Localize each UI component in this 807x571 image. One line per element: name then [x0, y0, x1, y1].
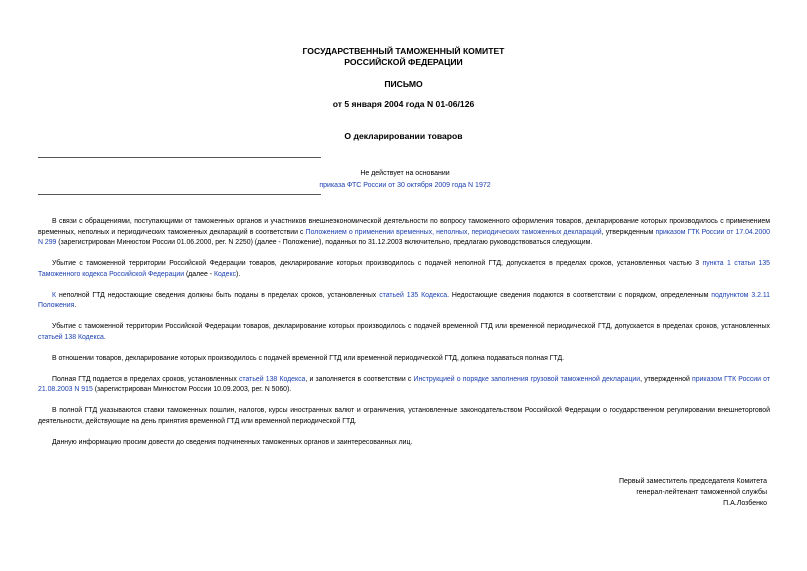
- document-type: ПИСЬМО: [384, 79, 423, 89]
- subpoint-3-2-11-link[interactable]: подпунктом 3.2.11 Положения: [38, 291, 770, 309]
- document-date-number: от 5 января 2004 года N 01-06/126: [332, 99, 475, 109]
- text: ).: [236, 270, 241, 278]
- divider-top: [38, 157, 321, 158]
- signatory-name: П.А.Лозбенко: [723, 500, 767, 507]
- article-138-link[interactable]: статьей 138 Кодекса: [38, 333, 104, 341]
- signatory-rank: генерал-лейтенант таможенной службы: [636, 489, 767, 496]
- divider-bottom: [38, 194, 321, 195]
- declaration-instruction-link[interactable]: Инструкцией о порядке заполнения грузовой таможенной декларации: [413, 375, 641, 383]
- paragraph-6: [38, 375, 770, 396]
- paragraph-1: [38, 217, 770, 249]
- article-138-link[interactable]: статьей 138 Кодекса: [238, 375, 306, 383]
- paragraph-8: [38, 438, 770, 449]
- text: .: [103, 333, 106, 341]
- text: (зарегистрирован Минюстом России 01.06.2000, рег. N 2250) (далее - Положение), поданных по 31.12.2003 включительно, предлагаю руководствоваться следующим.: [56, 239, 593, 246]
- paragraph-5: [38, 354, 770, 365]
- text: (далее -: [184, 270, 214, 278]
- authority-line-1: ГОСУДАРСТВЕННЫЙ ТАМОЖЕННЫЙ КОМИТЕТ: [302, 46, 505, 56]
- issuing-authority: [0, 46, 807, 68]
- text: В отношении товаров, декларирование которых производилось с подачей временной ГТД или временной периодической ГТД, должна подаваться полная ГТД.: [52, 354, 565, 362]
- letter-body: [38, 217, 770, 459]
- text: (зарегистрирован Минюстом России 10.09.2003, рег. N 5060).: [92, 386, 292, 393]
- text: .: [74, 302, 77, 309]
- text: В связи с обращениями, поступающими от таможенных органов и участников внешнеэкономической деятельности по вопросу таможенного оформления товаров, декларирование которых производилось с применением временных, неполных и периодических таможенных деклараций в соответствии с: [38, 218, 770, 236]
- customs-code-article-135-link[interactable]: пункта 1 статьи 135 Таможенного кодекса Российской Федерации: [38, 260, 770, 278]
- text: Полная ГТД подается в пределах сроков, установленных: [52, 375, 239, 383]
- order-915-link[interactable]: приказом ГТК России от 21.08.2003 N 915: [38, 375, 771, 393]
- status-notice-link-line: [200, 180, 610, 192]
- code-link[interactable]: Кодекс: [213, 270, 237, 278]
- order-299-link[interactable]: приказом ГТК России от 17.04.2000 N 299: [38, 228, 770, 246]
- text: . Недостающие сведения подаются в соответствии с порядком, определенным: [447, 291, 712, 299]
- text: В полной ГТД указываются ставки таможенных пошлин, налогов, курсы иностранных валют и ограничения, установленные законодательством Российской Федерации о государственном регулировании внешнеторговой деятельности, действующие на день принятия временной ГТД или временной периодической ГТД.: [38, 407, 770, 425]
- k-link[interactable]: К: [52, 291, 57, 299]
- status-notice: Не действует на основании: [360, 170, 450, 177]
- text: неполной ГТД недостающие сведения должны быть поданы в пределах сроков, установленных: [56, 291, 380, 299]
- authority-line-2: РОССИЙСКОЙ ФЕДЕРАЦИИ: [344, 57, 463, 67]
- paragraph-7: [38, 406, 770, 427]
- text: Данную информацию просим довести до сведения подчиненных таможенных органов и заинтересованных лиц.: [52, 438, 413, 446]
- signatory-position: Первый заместитель председателя Комитета: [619, 478, 767, 485]
- article-135-link[interactable]: статьей 135 Кодекса: [379, 291, 448, 299]
- paragraph-4: [38, 322, 770, 343]
- text: , утвержденным: [601, 228, 656, 236]
- regulation-link[interactable]: Положением о применении временных, неполных, периодических таможенных деклараций: [305, 228, 602, 236]
- paragraph-3: [38, 291, 770, 312]
- document-subject: О декларировании товаров: [344, 131, 463, 141]
- paragraph-2: [38, 259, 770, 280]
- signature-block: [507, 476, 767, 509]
- text: Убытие с таможенной территории Российской Федерации товаров, декларирование которых производилось с подачей неполной ГТД, допускается в пределах сроков, установленных частью 3: [52, 260, 703, 267]
- text: , утвержденной: [640, 375, 692, 383]
- text: Убытие с таможенной территории Российской Федерации товаров, декларирование которых производилось с подачей временной ГТД или временной периодической ГТД, допускается в пределах сроков, установленных: [52, 323, 770, 330]
- repeal-order-link[interactable]: приказа ФТС России от 30 октября 2009 года N 1972: [319, 182, 491, 189]
- text: , и заполняется в соответствии с: [305, 375, 414, 383]
